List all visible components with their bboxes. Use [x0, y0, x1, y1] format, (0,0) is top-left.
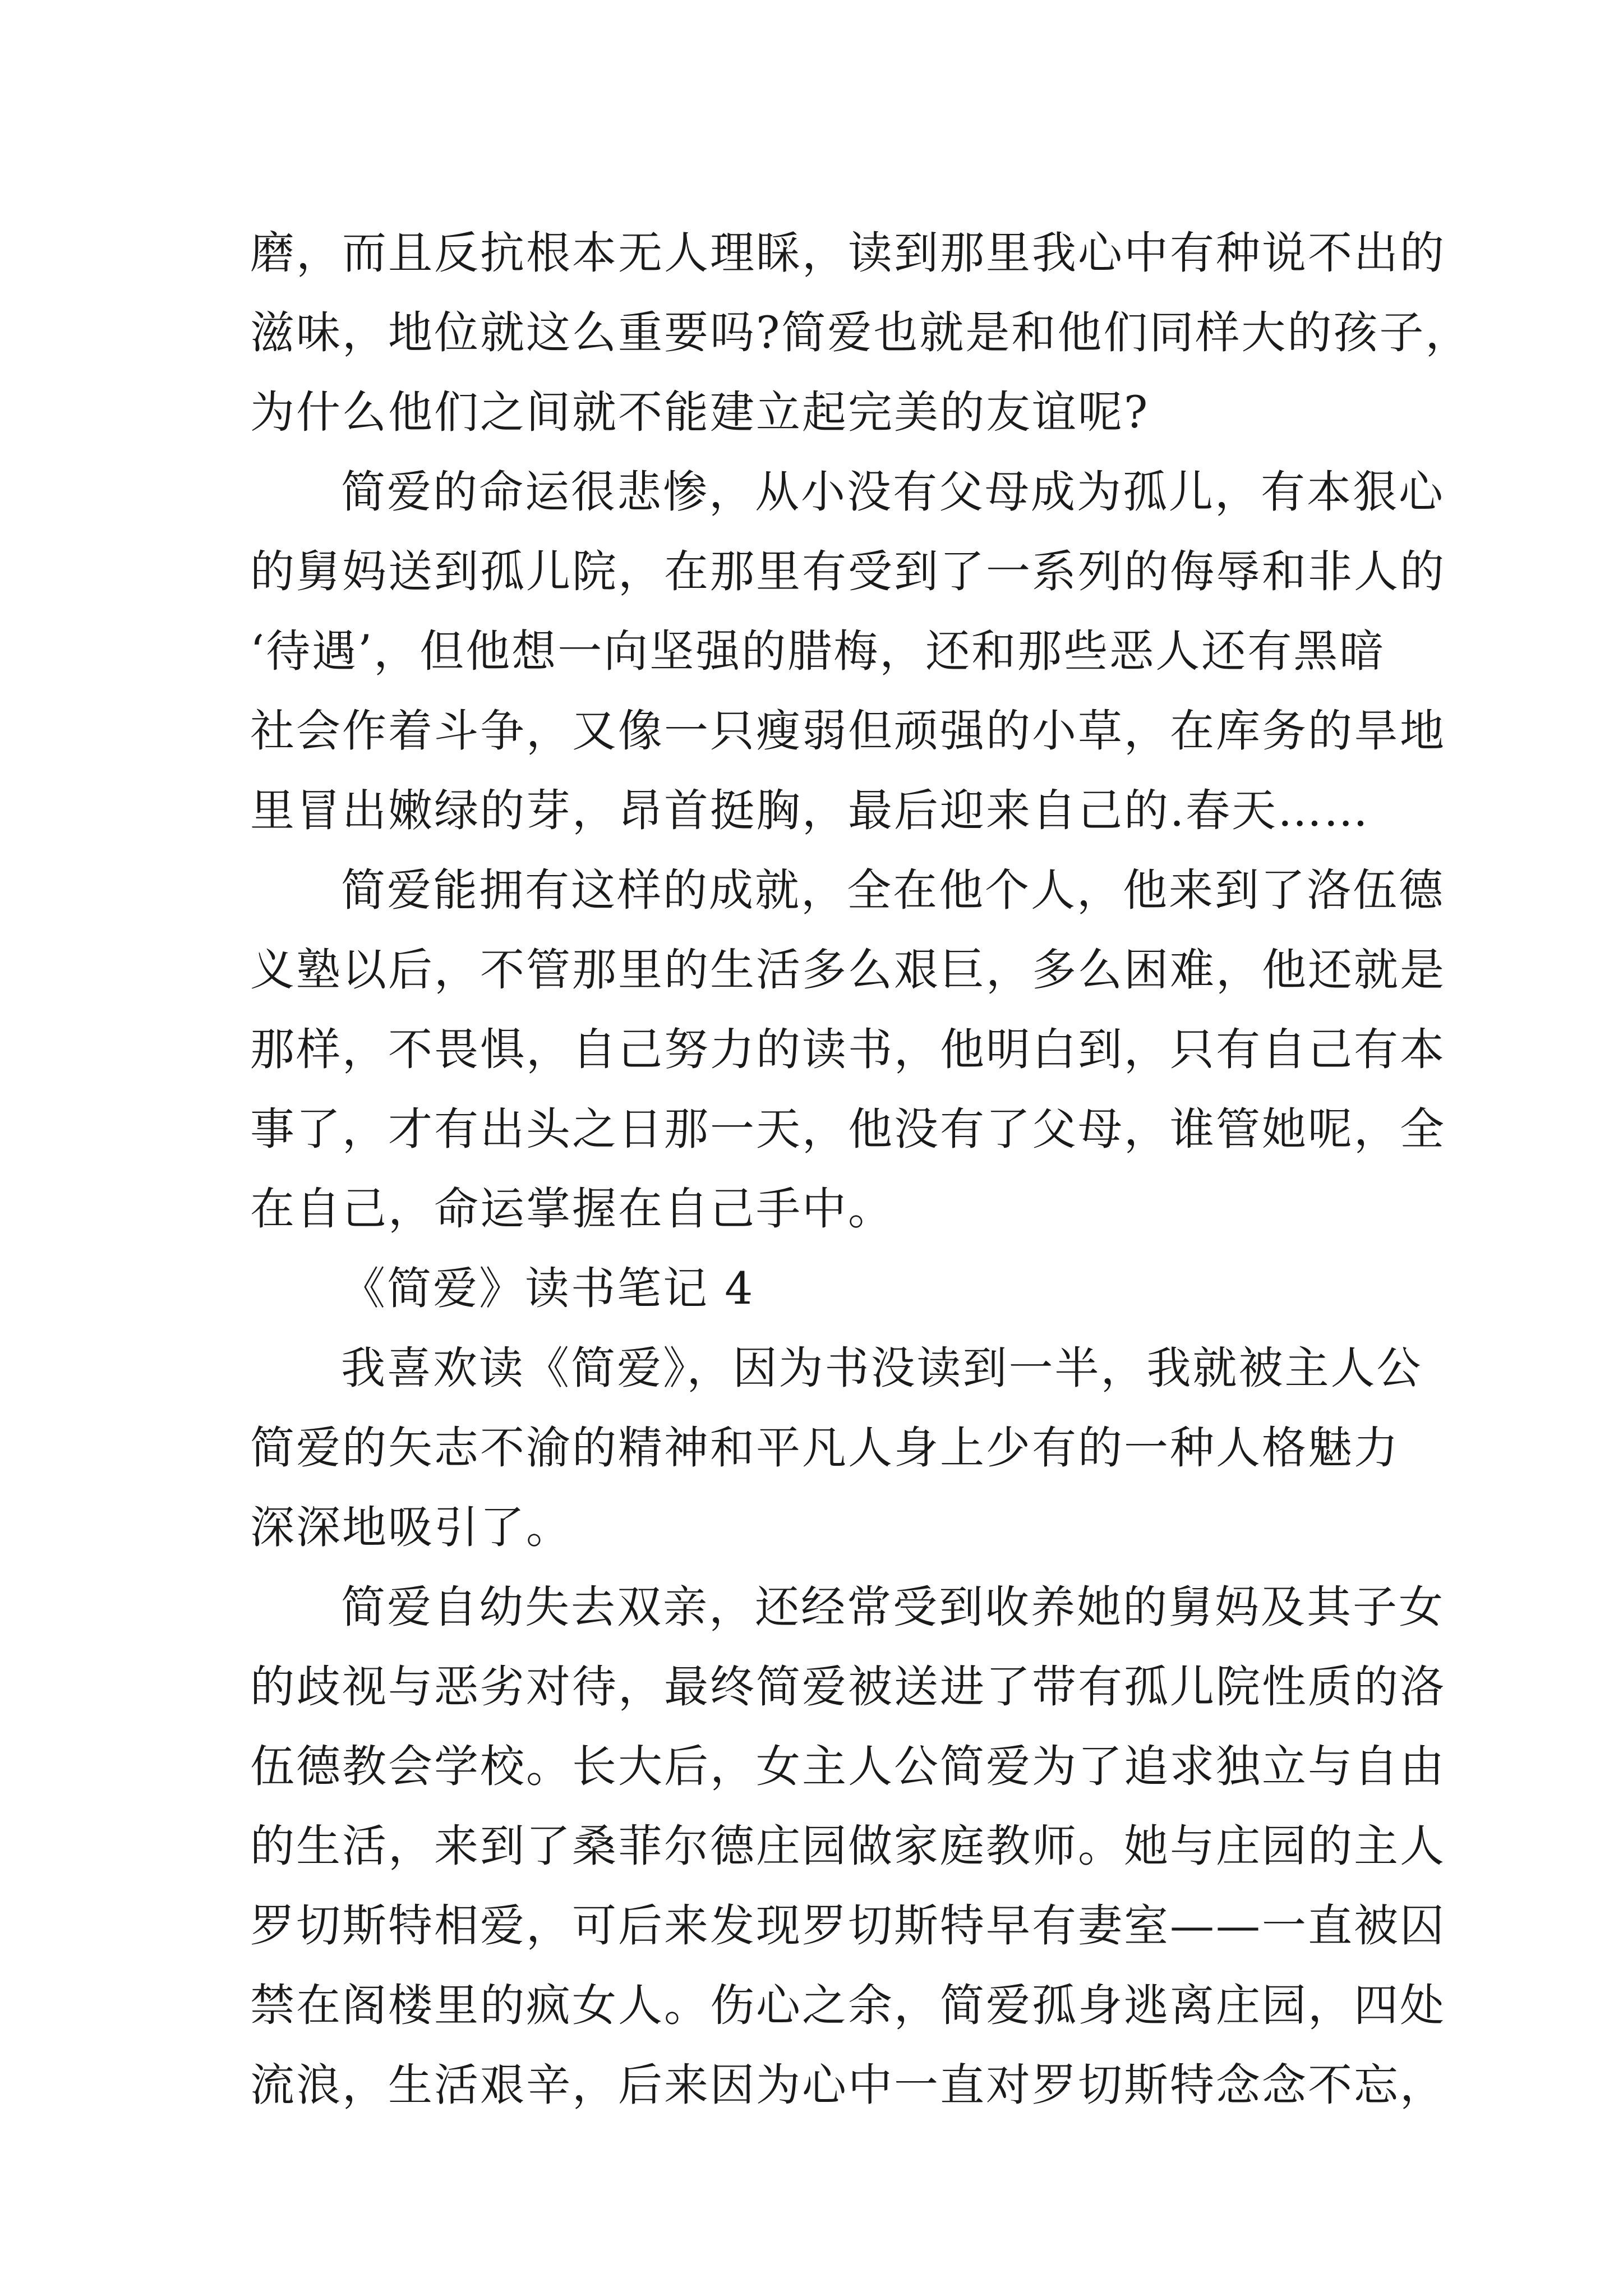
heading-text: 《简爱》读书笔记 4: [341, 1263, 755, 1314]
text-line: 我喜欢读《简爱》，因为书没读到一半，我就被主人公: [341, 1342, 1423, 1394]
text-line: 简爱能拥有这样的成就，全在他个人，他来到了洛伍德: [341, 864, 1445, 916]
text-line: ‘待遇’，但他想一向坚强的腊梅，还和那些恶人还有黑暗: [250, 625, 1386, 677]
text-line: 义塾以后，不管那里的生活多么艰巨，多么困难，他还就是: [250, 944, 1446, 996]
text-line: 为什么他们之间就不能建立起完美的友谊呢?: [250, 386, 1150, 438]
text-line: 禁在阁楼里的疯女人。伤心之余，简爱孤身逃离庄园，四处: [250, 1980, 1446, 2031]
text-line: 深深地吸引了。: [250, 1502, 572, 1553]
text-line: 磨，而且反抗根本无人理睬，读到那里我心中有种说不出的: [250, 227, 1446, 279]
text-line: 的生活，来到了桑菲尔德庄园做家庭教师。她与庄园的主人: [250, 1820, 1446, 1872]
paragraph-5: [250, 1567, 1446, 2125]
text-line: 流浪，生活艰辛，后来因为心中一直对罗切斯特念念不忘，: [250, 2059, 1446, 2111]
text-line: 的歧视与恶劣对待，最终简爱被送进了带有孤儿院性质的洛: [250, 1661, 1446, 1713]
text-line: 里冒出嫩绿的芽，昂首挺胸，最后迎来自己的.春天……: [250, 785, 1370, 836]
paragraph-1: [250, 213, 1472, 452]
text-line: 在自己，命运掌握在自己手中。: [250, 1183, 894, 1235]
paragraph-3: [250, 850, 1446, 1249]
paragraph-2: [250, 452, 1446, 850]
text-line: 那样，不畏惧，自己努力的读书，他明白到，只有自己有本: [250, 1024, 1446, 1075]
text-line: 简爱的矢志不渝的精神和平凡人身上少有的一种人格魅力: [250, 1422, 1400, 1474]
text-line: 事了，才有出头之日那一天，他没有了父母，谁管她呢，全: [250, 1103, 1446, 1155]
section-heading: [250, 1249, 1377, 1328]
paragraph-4: [250, 1328, 1423, 1567]
text-line: 简爱的命运很悲惨，从小没有父母成为孤儿，有本狠心: [341, 466, 1445, 518]
text-line: 滋味，地位就这么重要吗?简爱也就是和他们同样大的孩子，: [250, 307, 1472, 358]
text-line: 的舅妈送到孤儿院，在那里有受到了一系列的侮辱和非人的: [250, 546, 1446, 597]
text-line: 社会作着斗争，又像一只瘦弱但顽强的小草，在库务的旱地: [250, 705, 1446, 757]
text-line: 简爱自幼失去双亲，还经常受到收养她的舅妈及其子女: [341, 1581, 1445, 1633]
text-line: 伍德教会学校。长大后，女主人公简爱为了追求独立与自由: [250, 1741, 1446, 1792]
text-line: 罗切斯特相爱，可后来发现罗切斯特早有妻室——一直被囚: [250, 1900, 1446, 1952]
document-body: [250, 213, 1472, 2125]
